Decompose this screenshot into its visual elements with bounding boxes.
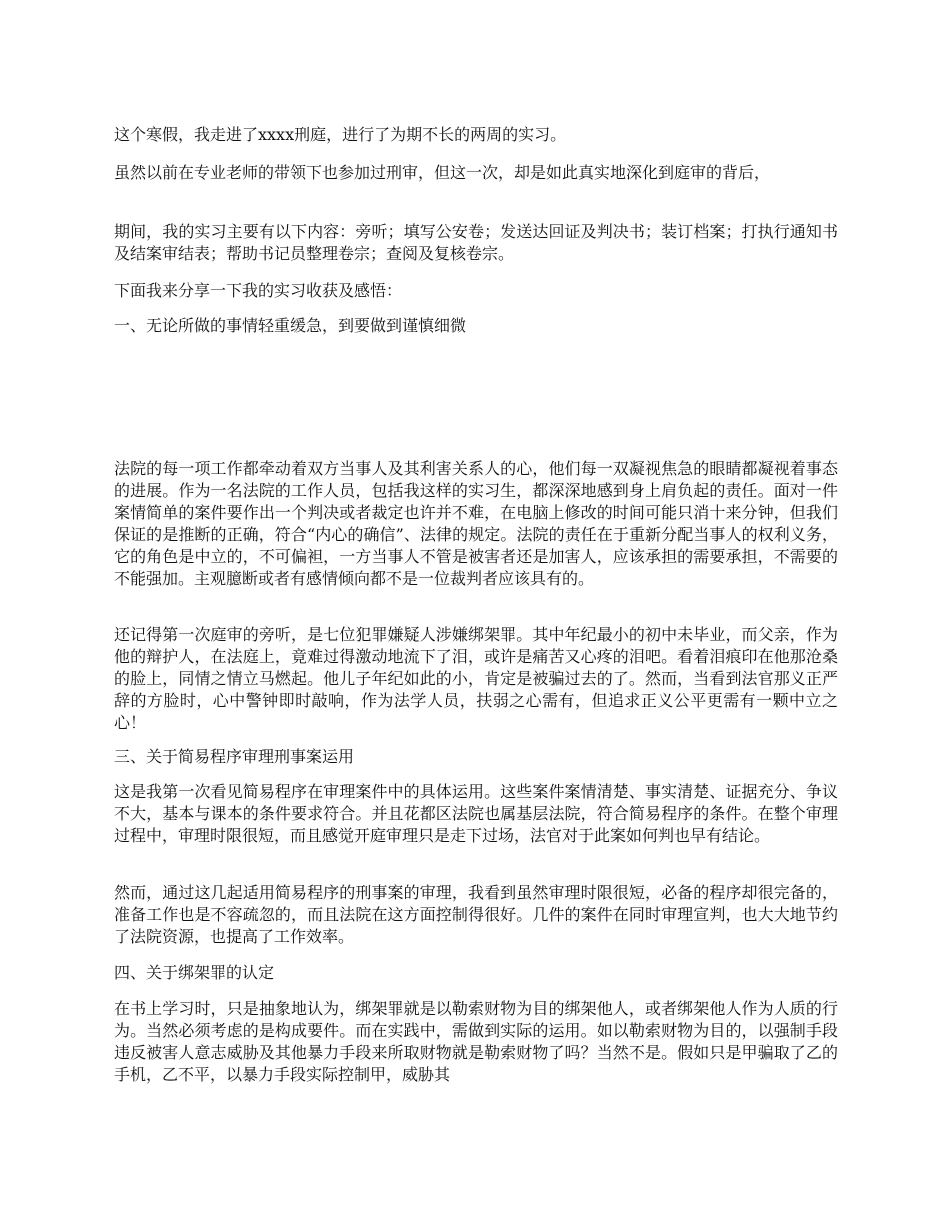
paragraph-tasks: 期间，我的实习主要有以下内容：旁听；填写公安卷；发送达回证及判决书；装订档案；打执行通知书及结案审结表；帮助书记员整理卷宗；查阅及复核卷宗。 — [114, 222, 838, 263]
paragraph-court-duty: 法院的每一项工作都牵动着双方当事人及其利害关系人的心，他们每一双凝视焦急的眼睛都凝视着事态的进展。作为一名法院的工作人员，包括我这样的实习生，都深深地感到身上肩负起的责任。面对一件案情简单的案件要作出一个判决或者裁定也许并不难，在电脑上修改的时间可能只消十来分钟，但我们保证的是推断的正确，符合“内心的确信”、法律的规定。法院的责任在于重新分配当事人的权利义务，它的角色是中立的，不可偏袒，一方当事人不管是被害者还是加害人，应该承担的需要承担，不需要的不能强加。主观臆断或者有感情倾向都不是一位裁判者应该具有的。 — [114, 459, 838, 588]
paragraph-intro: 这个寒假，我走进了xxxx刑庭，进行了为期不长的两周的实习。 — [114, 125, 567, 144]
paragraph-first-hearing: 还记得第一次庭审的旁听，是七位犯罪嫌疑人涉嫌绑架罪。其中年纪最小的初中未毕业，而父亲，作为他的辩护人，在法庭上，竟难过得激动地流下了泪，或许是痛苦又心疼的泪吧。看着泪痕印在他那沧桑的脸上，同情之情立马燃起。他儿子年纪如此的小，肯定是被骗过去的了。然而，当看到法官那义正严辞的方脸时，心中警钟即时敲响，作为法学人员，扶弱之心需有，但追求正义公平更需有一颗中立之心！ — [114, 625, 838, 732]
section-heading-3: 三、关于简易程序审理刑事案运用 — [114, 747, 355, 766]
section-heading-4: 四、关于绑架罪的认定 — [114, 963, 275, 982]
paragraph-procedure-efficiency: 然而，通过这几起适用简易程序的刑事案的审理，我看到虽然审理时限很短，必备的程序却很完备的，准备工作也是不容疏忽的，而且法院在这方面控制得很好。几件的案件在同时审理宣判，也大大地节约了法院资源，也提高了工作效率。 — [114, 883, 838, 946]
paragraph-simple-procedure: 这是我第一次看见简易程序在审理案件中的具体运用。这些案件案情清楚、事实清楚、证据充分、争议不大，基本与课本的条件要求符合。并且花都区法院也属基层法院，符合简易程序的条件。在整个审理过程中，审理时限很短，而且感觉开庭审理只是走下过场，法官对于此案如何判也早有结论。 — [114, 782, 838, 845]
paragraph-kidnapping: 在书上学习时，只是抽象地认为，绑架罪就是以勒索财物为目的绑架他人，或者绑架他人作为人质的行为。当然必须考虑的是构成要件。而在实践中，需做到实际的运用。如以勒索财物为目的，以强制手段违反被害人意志威胁及其他暴力手段来所取财物就是勒索财物了吗？当然不是。假如只是甲骗取了乙的手机，乙不平，以暴力手段实际控制甲，威胁其 — [114, 999, 838, 1084]
document-page — [114, 0, 838, 1230]
paragraph-share: 下面我来分享一下我的实习收获及感悟： — [114, 281, 403, 300]
section-heading-1: 一、无论所做的事情轻重缓急，到要做到谨慎细微 — [114, 316, 467, 335]
paragraph-background: 虽然以前在专业老师的带领下也参加过刑审，但这一次，却是如此真实地深化到庭审的背后， — [114, 163, 771, 182]
